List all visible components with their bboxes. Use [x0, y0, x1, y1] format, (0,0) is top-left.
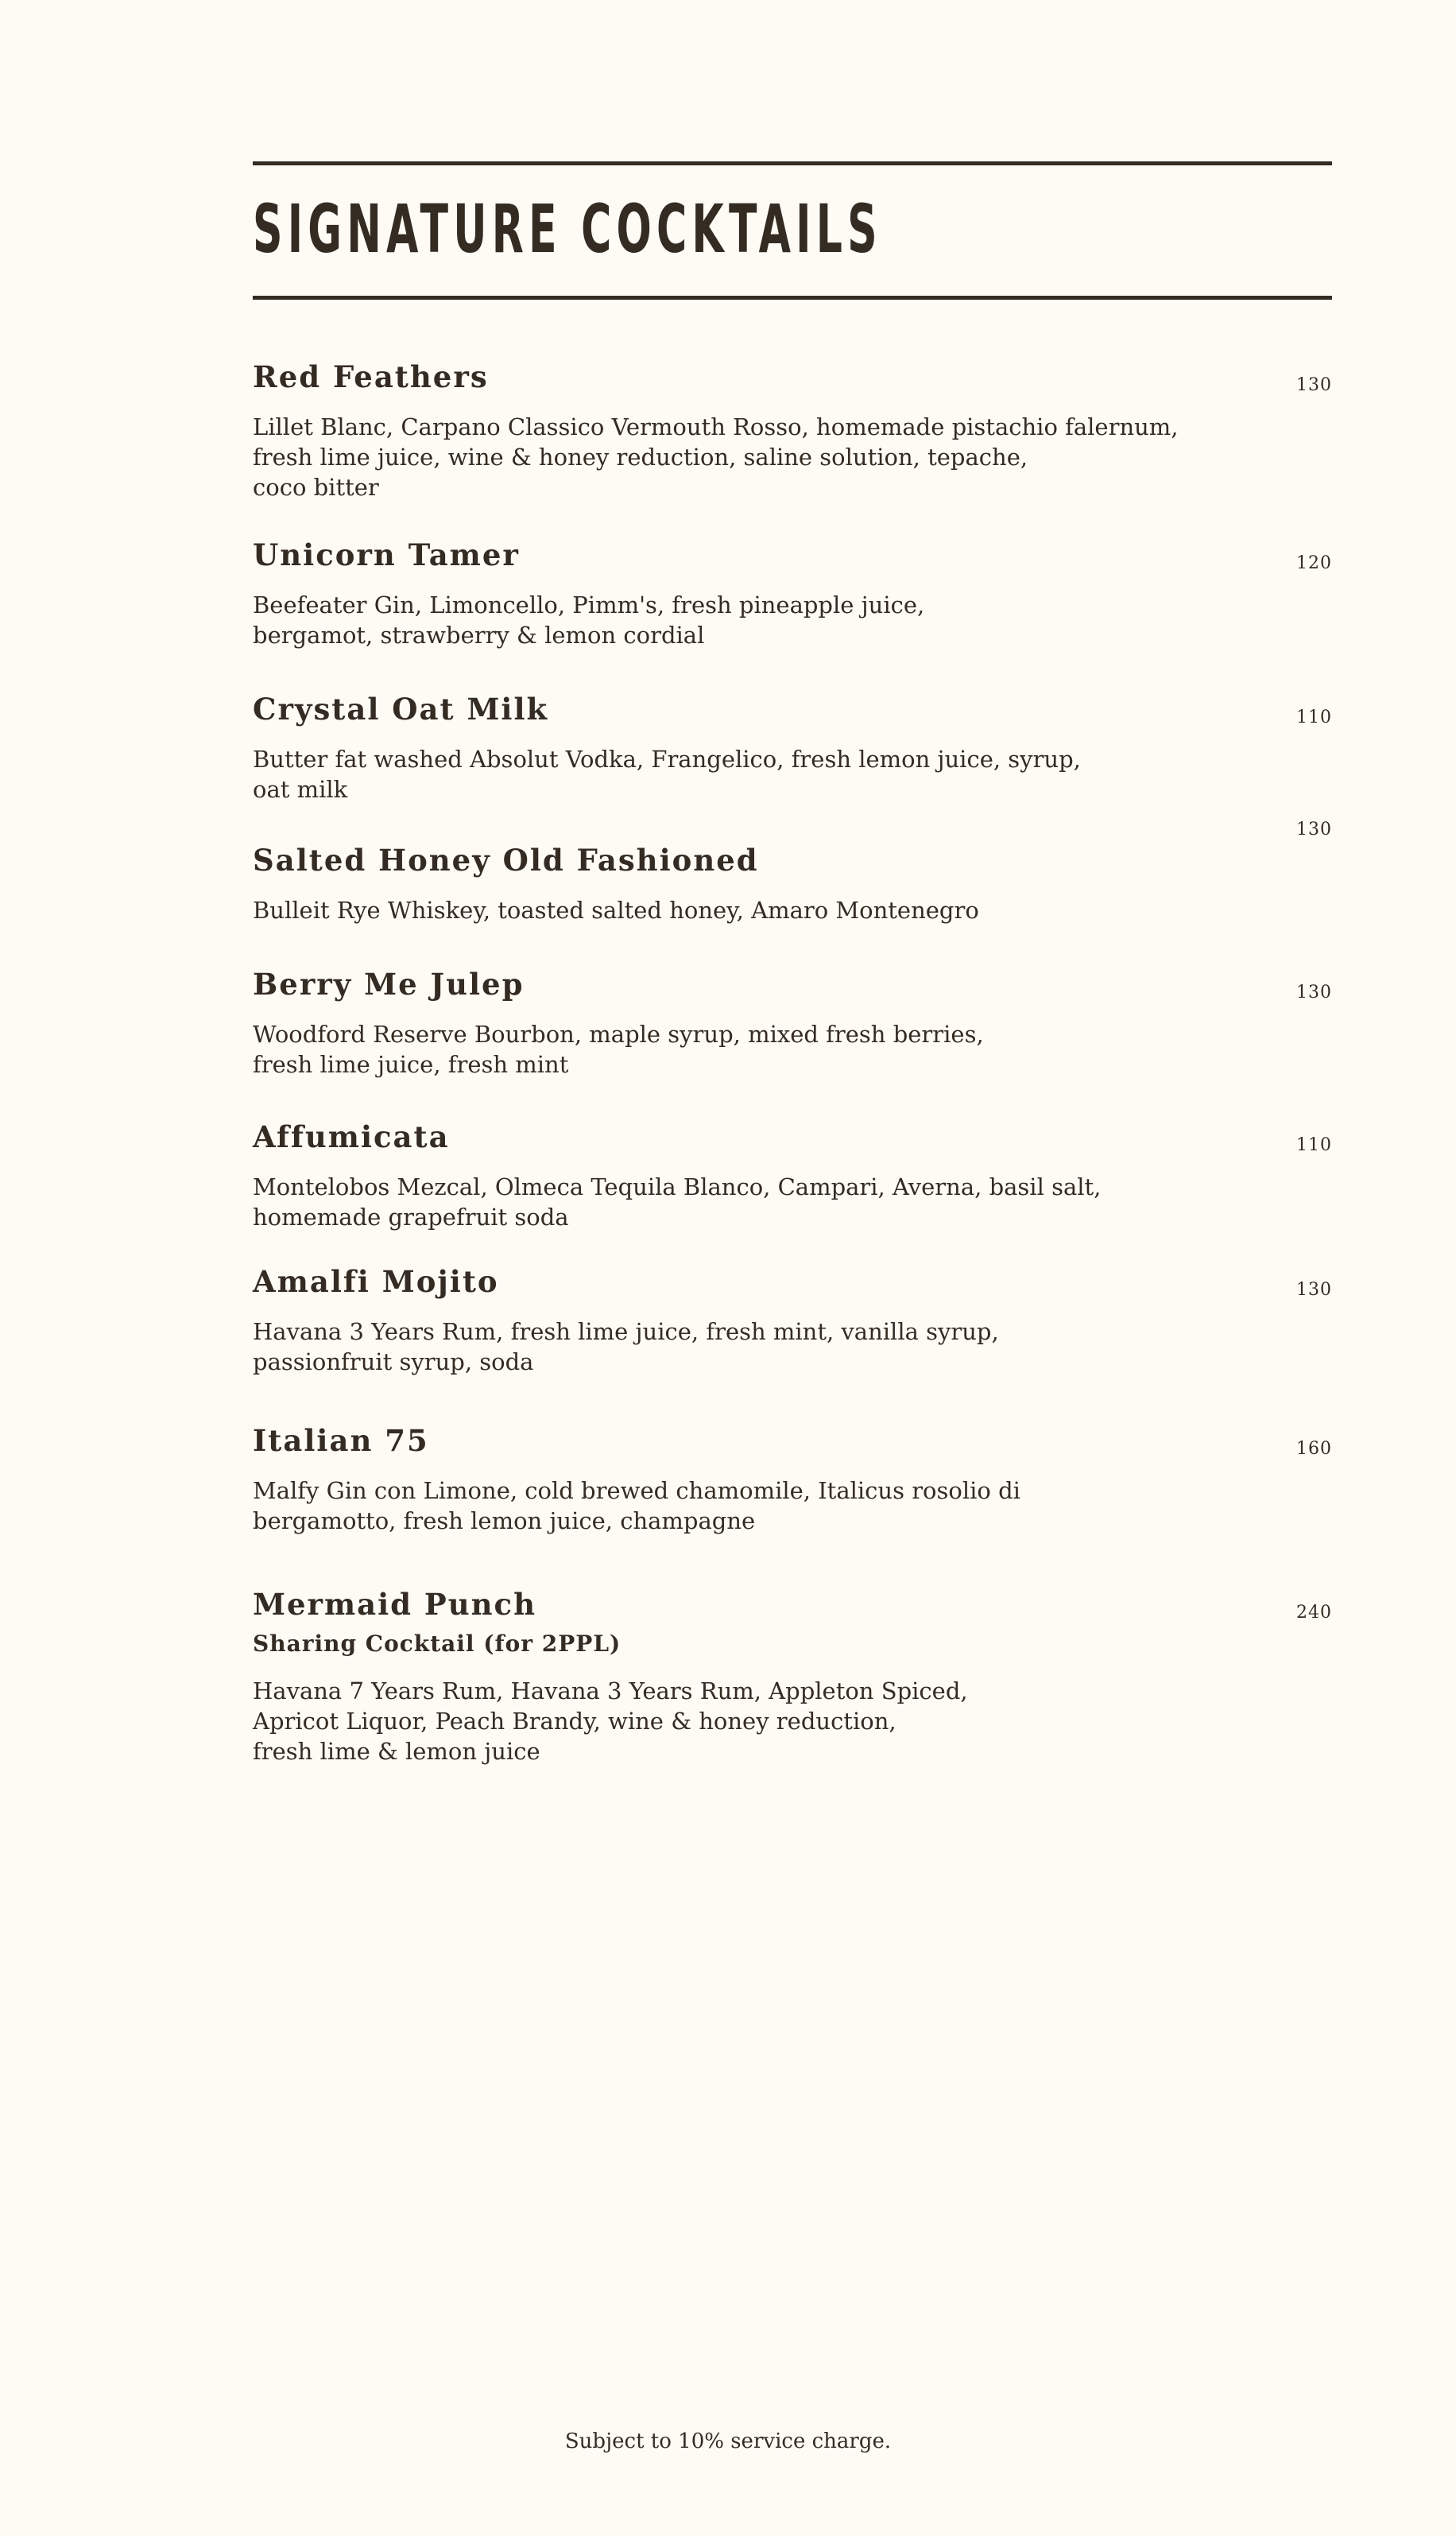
menu-item: [253, 1119, 1332, 1232]
description-line: coco bitter: [253, 474, 379, 501]
menu-item: [253, 820, 1332, 925]
service-charge-note: Subject to 10% service charge.: [564, 2429, 892, 2453]
item-description: [253, 412, 1286, 502]
item-name: Mermaid Punch: [253, 1587, 536, 1622]
menu-page: [253, 0, 1332, 2536]
item-price: 110: [1296, 1135, 1332, 1155]
item-description: [253, 744, 1286, 805]
menu-item: [253, 692, 1332, 805]
item-name: Salted Honey Old Fashioned: [253, 843, 759, 878]
bottom-rule: [253, 296, 1332, 300]
description-line: homemade grapefruit soda: [253, 1204, 569, 1231]
description-line: passionfruit syrup, soda: [253, 1348, 534, 1375]
item-name: Crystal Oat Milk: [253, 692, 549, 727]
description-line: fresh lime & lemon juice: [253, 1738, 540, 1765]
menu-item: [253, 537, 1332, 650]
top-rule: [253, 161, 1332, 165]
item-name: Red Feathers: [253, 359, 489, 394]
description-line: fresh lime juice, fresh mint: [253, 1051, 569, 1078]
item-description: [253, 590, 1286, 650]
item-price: 120: [1296, 553, 1332, 573]
item-description: [253, 1676, 1286, 1766]
description-line: Apricot Liquor, Peach Brandy, wine & honey reduction,: [253, 1708, 896, 1735]
section-title: SIGNATURE COCKTAILS: [253, 190, 882, 268]
item-name: Unicorn Tamer: [253, 537, 520, 572]
description-line: Malfy Gin con Limone, cold brewed chamomile, Italicus rosolio di: [253, 1477, 1020, 1504]
item-name: Affumicata: [253, 1119, 450, 1154]
item-name: Amalfi Mojito: [253, 1264, 499, 1299]
description-line: Lillet Blanc, Carpano Classico Vermouth Rosso, homemade pistachio falernum,: [253, 413, 1179, 440]
description-line: fresh lime juice, wine & honey reduction, saline solution, tepache,: [253, 444, 1028, 471]
item-description: [253, 1475, 1286, 1536]
item-price: 130: [1296, 983, 1332, 1002]
description-line: Woodford Reserve Bourbon, maple syrup, mixed fresh berries,: [253, 1021, 984, 1048]
description-line: bergamot, strawberry & lemon cordial: [253, 622, 705, 649]
description-line: Havana 7 Years Rum, Havana 3 Years Rum, Appleton Spiced,: [253, 1677, 968, 1704]
item-subtitle: Sharing Cocktail (for 2PPL): [253, 1631, 622, 1657]
menu-item: [253, 1423, 1332, 1536]
menu-item: [253, 359, 1332, 502]
item-price: 130: [1296, 1280, 1332, 1300]
description-line: Beefeater Gin, Limoncello, Pimm's, fresh pineapple juice,: [253, 591, 925, 618]
item-name: Italian 75: [253, 1423, 429, 1458]
description-line: oat milk: [253, 776, 348, 803]
item-price: 130: [1296, 375, 1332, 395]
item-price: 130: [1296, 820, 1332, 840]
item-name: Berry Me Julep: [253, 967, 525, 1002]
item-description: [253, 1019, 1286, 1080]
item-price: 240: [1296, 1603, 1332, 1623]
description-line: Havana 3 Years Rum, fresh lime juice, fresh mint, vanilla syrup,: [253, 1318, 999, 1345]
item-description: [253, 895, 1286, 925]
menu-item: [253, 1264, 1332, 1377]
description-line: Montelobos Mezcal, Olmeca Tequila Blanco, Campari, Averna, basil salt,: [253, 1173, 1102, 1200]
item-price: 160: [1296, 1439, 1332, 1459]
item-description: [253, 1316, 1286, 1377]
item-description: [253, 1172, 1286, 1232]
menu-item: [253, 967, 1332, 1080]
menu-item: [253, 1587, 1332, 1766]
description-line: Bulleit Rye Whiskey, toasted salted honey, Amaro Montenegro: [253, 897, 979, 924]
item-price: 110: [1296, 708, 1332, 727]
description-line: bergamotto, fresh lemon juice, champagne: [253, 1507, 756, 1534]
description-line: Butter fat washed Absolut Vodka, Frangelico, fresh lemon juice, syrup,: [253, 746, 1081, 773]
